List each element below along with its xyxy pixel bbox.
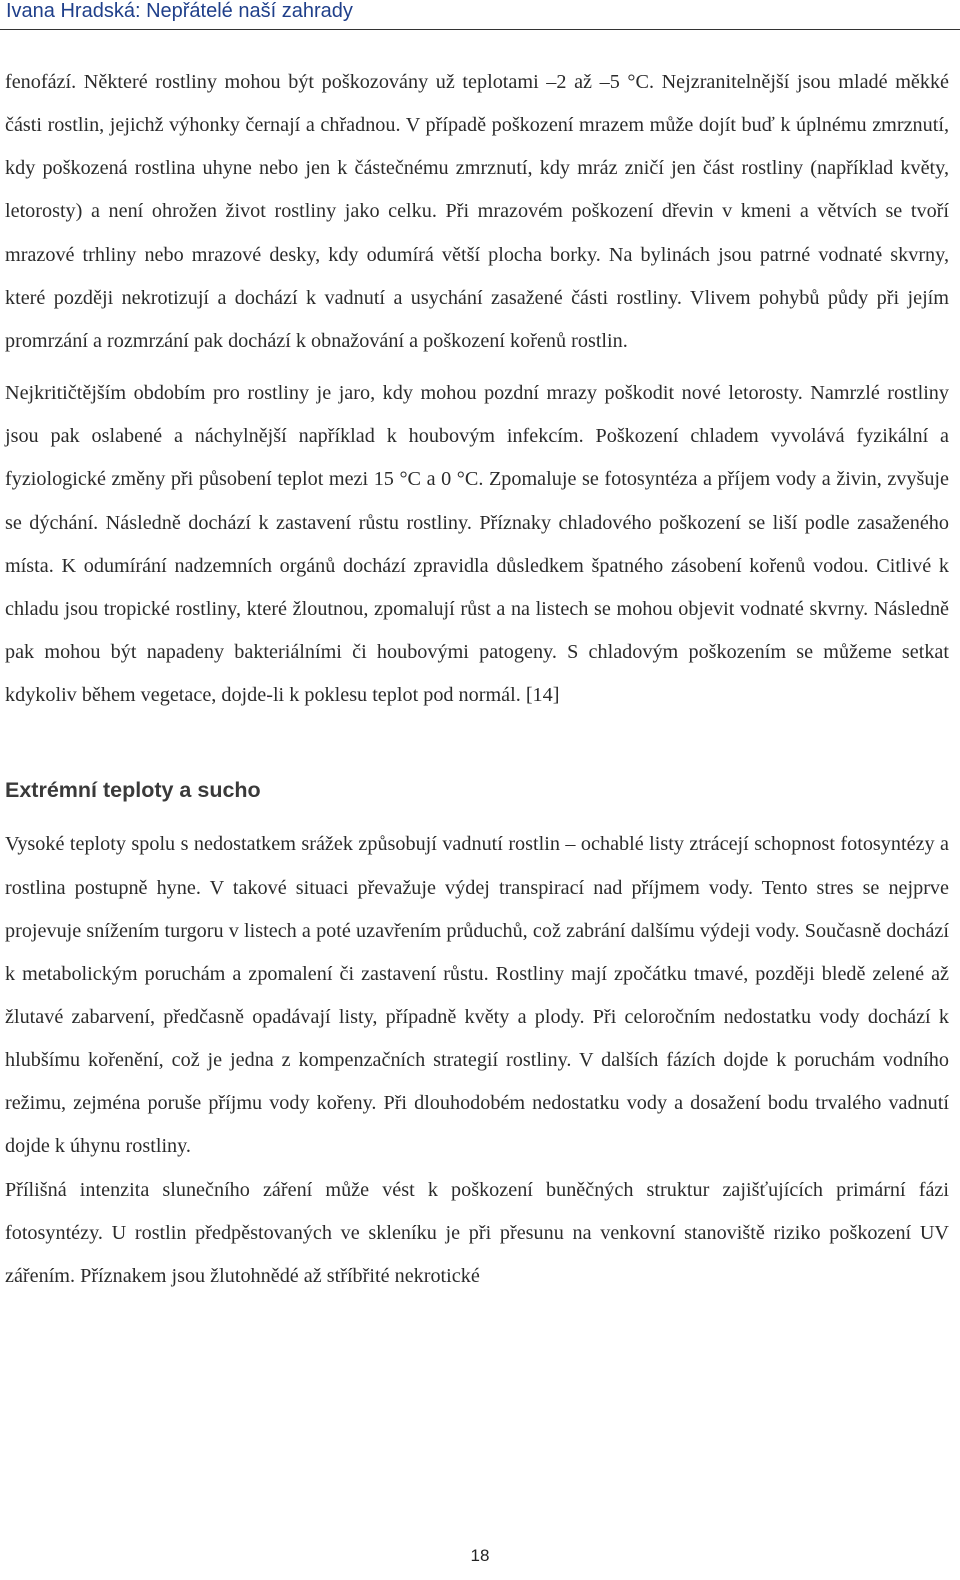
- paragraph-solar-radiation: Přílišná intenzita slunečního záření může vést k poškození buněčných struktur zajišťujících primární fázi fotosyntézy. U rostlin předpěstovaných ve skleníku je při přesunu na venkovní stanoviště riziko poškození UV zářením. Příznakem jsou žlutohnědé až stříbřité nekrotické: [5, 1178, 949, 1287]
- page-number: 18: [470, 1546, 490, 1565]
- page-body: [5, 61, 949, 1298]
- paragraph-heat-drought: Vysoké teploty spolu s nedostatkem srážek způsobují vadnutí rostlin – ochablé listy ztrácejí schopnost fotosyntézy a rostlina postupně hyne. V takové situaci převažuje výdej transpirací nad příjmem vody. Tento stres se nejprve projevuje snížením turgoru v listech a poté uzavřením průduchů, což zabrání dalšímu výdeji vody. Současně dochází k metabolickým poruchám a zpomalení či zastavení růstu. Rostliny mají zpočátku tmavé, později bledě zelené až žlutavé zabarvení, předčasně opadávají listy, případně květy a plody. Při celoročním nedostatku vody dochází k hlubšímu kořenění, což je jedna z kompenzačních strategií rostliny. V dalších fázích dojde k poruchám vodního režimu, zejména poruše příjmu vody kořeny. Při dlouhodobém nedostatku vody a dosažení bodu trvalého vadnutí dojde k úhynu rostliny.: [5, 833, 949, 1158]
- running-header: Ivana Hradská: Nepřátelé naší zahrady: [6, 0, 353, 22]
- header-divider: [0, 29, 960, 30]
- paragraph-frost-damage: fenofází. Některé rostliny mohou být poškozovány už teplotami –2 až –5 °C. Nejzranitelnější jsou mladé měkké části rostlin, jejichž výhonky černají a chřadnou. V případě poškození mrazem může dojít buď k úplnému zmrznutí, kdy poškozená rostlina uhyne nebo jen k částečnému zmrznutí, kdy mráz zničí jen část rostliny (například květy, letorosty) a není ohrožen život rostliny jako celku. Při mrazovém poškození dřevin v kmeni a větvích se tvoří mrazové trhliny nebo mrazové desky, kdy odumírá větší plocha borky. Na bylinách jsou patrné vodnaté skvrny, které později nekrotizují a dochází k vadnutí a usychání zasažené části rostliny. Vlivem pohybů půdy při jejím promrzání a rozmrzání pak dochází k obnažování a poškození kořenů rostlin.: [5, 71, 949, 352]
- section-heading: Extrémní teploty a sucho: [5, 778, 261, 803]
- paragraph-cold-damage: Nejkritičtějším obdobím pro rostliny je jaro, kdy mohou pozdní mrazy poškodit nové letorosty. Namrzlé rostliny jsou pak oslabené a náchylnější například k houbovým infekcím. Poškození chladem vyvolává fyzikální a fyziologické změny při působení teplot mezi 15 °C a 0 °C. Zpomaluje se fotosyntéza a příjem vody a živin, zvyšuje se dýchání. Následně dochází k zastavení růstu rostliny. Příznaky chladového poškození se liší podle zasaženého místa. K odumírání nadzemních orgánů dochází zpravidla důsledkem špatného zásobení kořenů vodou. Citlivé k chladu jsou tropické rostliny, které žloutnou, zpomalují růst a na listech se mohou objevit vodnaté skvrny. Následně pak mohou být napadeny bakteriálními či houbovými patogeny. S chladovým poškozením se můžeme setkat kdykoliv během vegetace, dojde-li k poklesu teplot pod normál. [14]: [5, 382, 949, 707]
